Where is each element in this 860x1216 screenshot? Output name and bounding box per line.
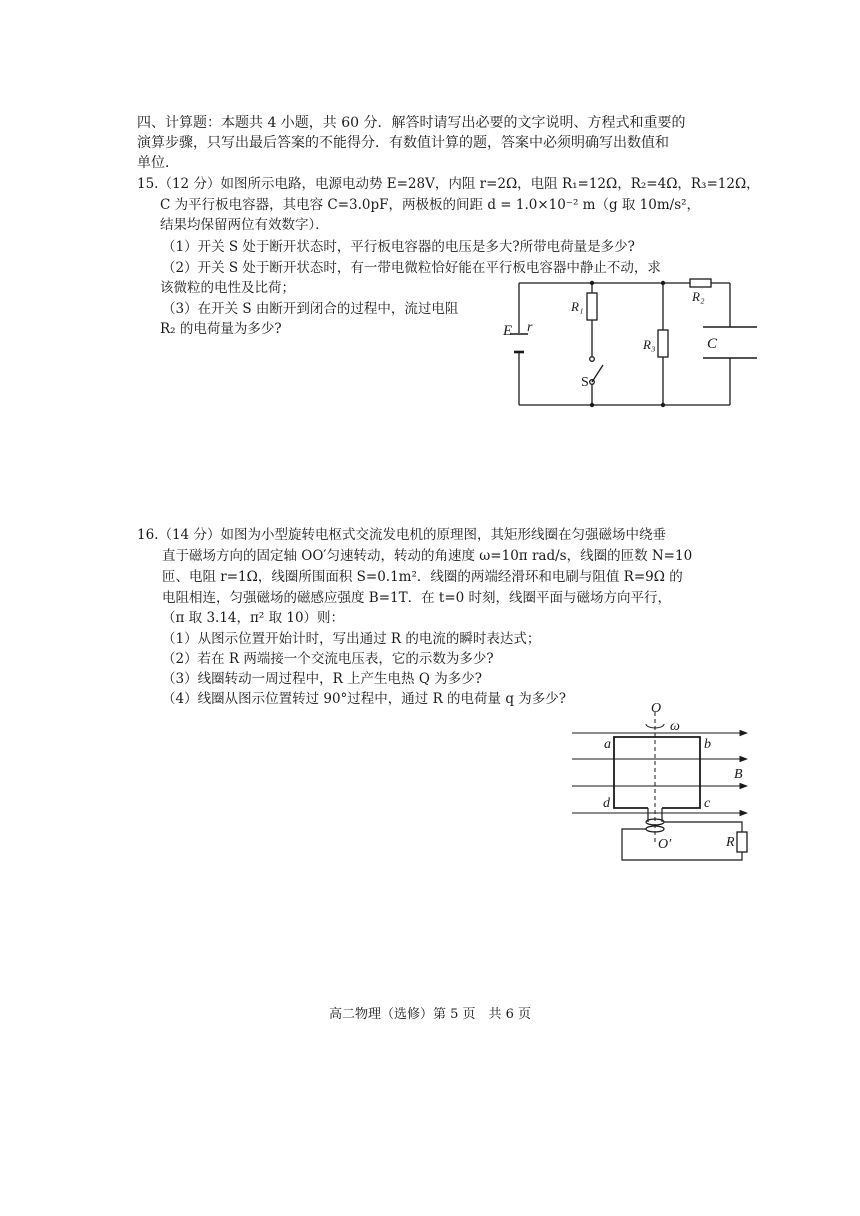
label-axis-o: O	[651, 701, 662, 716]
q16-line-1: 16.（14 分）如图为小型旋转电枢式交流发电机的原理图，其矩形线圈在匀强磁场中绕垂	[137, 527, 666, 543]
section-heading-line-1: 四、计算题：本题共 4 小题，共 60 分．解答时请写出必要的文字说明、方程式和重要的	[137, 115, 686, 131]
label-corner-b: b	[704, 737, 711, 752]
q15-part-2-cont: 该微粒的电性及比荷；	[160, 280, 295, 296]
label-omega: ω	[670, 719, 680, 734]
section-heading-line-3: 单位．	[137, 155, 179, 171]
q16-part-3: （3）线圈转动一周过程中，R 上产生电热 Q 为多少?	[162, 671, 482, 687]
section-heading-line-2: 演算步骤，只写出最后答案的不能得分．有数值计算的题，答案中必须明确写出数值和	[137, 135, 669, 151]
q16-line-4: 电阻相连，匀强磁场的磁感应强度 B=1T．在 t=0 时刻，线圈平面与磁场方向平行，	[162, 590, 672, 606]
external-circuit	[622, 822, 742, 860]
q15-part-1: （1）开关 S 处于断开状态时，平行板电容器的电压是多大?所带电荷量是多少?	[162, 239, 635, 255]
magnetic-field-lines	[572, 733, 747, 813]
label-resistor-r: R	[726, 835, 735, 850]
label-corner-c: c	[704, 796, 711, 811]
label-s: S	[581, 375, 589, 390]
label-corner-a: a	[604, 737, 611, 752]
q16-part-4: （4）线圈从图示位置转过 90°过程中，通过 R 的电荷量 q 为多少?	[162, 691, 567, 707]
label-c: C	[707, 336, 718, 352]
label-field-b: B	[734, 767, 743, 782]
q15-line-3: 结果均保留两位有效数字）．	[160, 217, 329, 233]
label-r2: R₂	[692, 289, 705, 304]
label-corner-d: d	[603, 796, 610, 811]
load-resistor	[737, 832, 747, 852]
label-axis-o-prime: O′	[658, 837, 672, 852]
label-r-internal: r	[527, 320, 533, 335]
rectangular-coil	[614, 737, 700, 808]
label-e: E	[503, 323, 513, 339]
q16-line-3: 匝、电阻 r=1Ω，线圈所围面积 S=0.1m²．线圈的两端经滑环和电刷与阻值 R=9Ω 的	[162, 569, 683, 585]
q16-part-1: （1）从图示位置开始计时，写出通过 R 的电流的瞬时表达式；	[162, 631, 541, 647]
q15-part-2: （2）开关 S 处于断开状态时，有一带电微粒恰好能在平行板电容器中静止不动，求	[162, 260, 661, 276]
label-r1: R₁	[571, 299, 584, 314]
page-footer: 高二物理（选修）第 5 页 共 6 页	[328, 1007, 532, 1022]
label-r3: R₃	[643, 337, 656, 352]
q15-part-3: （3）在开关 S 由断开到闭合的过程中，流过电阻	[162, 301, 459, 317]
q15-line-1: 15.（12 分）如图所示电路，电源电动势 E=28V，内阻 r=2Ω，电阻 R₁=12Ω，R₂=4Ω，R₃=12Ω，	[137, 176, 760, 192]
q15-part-3-cont: R₂ 的电荷量为多少?	[160, 321, 282, 337]
q16-part-2: （2）若在 R 两端接一个交流电压表，它的示数为多少?	[162, 651, 494, 667]
q16-line-5: （π 取 3.14，π² 取 10）则：	[162, 610, 345, 626]
q16-line-2: 直于磁场方向的固定轴 OO′匀速转动，转动的角速度 ω=10π rad/s，线圈的匝数 N=10	[162, 548, 693, 564]
q15-line-2: C 为平行板电容器，其电容 C=3.0pF，两极板的间距 d = 1.0×10⁻² m（g 取 10m/s²，	[160, 197, 701, 213]
